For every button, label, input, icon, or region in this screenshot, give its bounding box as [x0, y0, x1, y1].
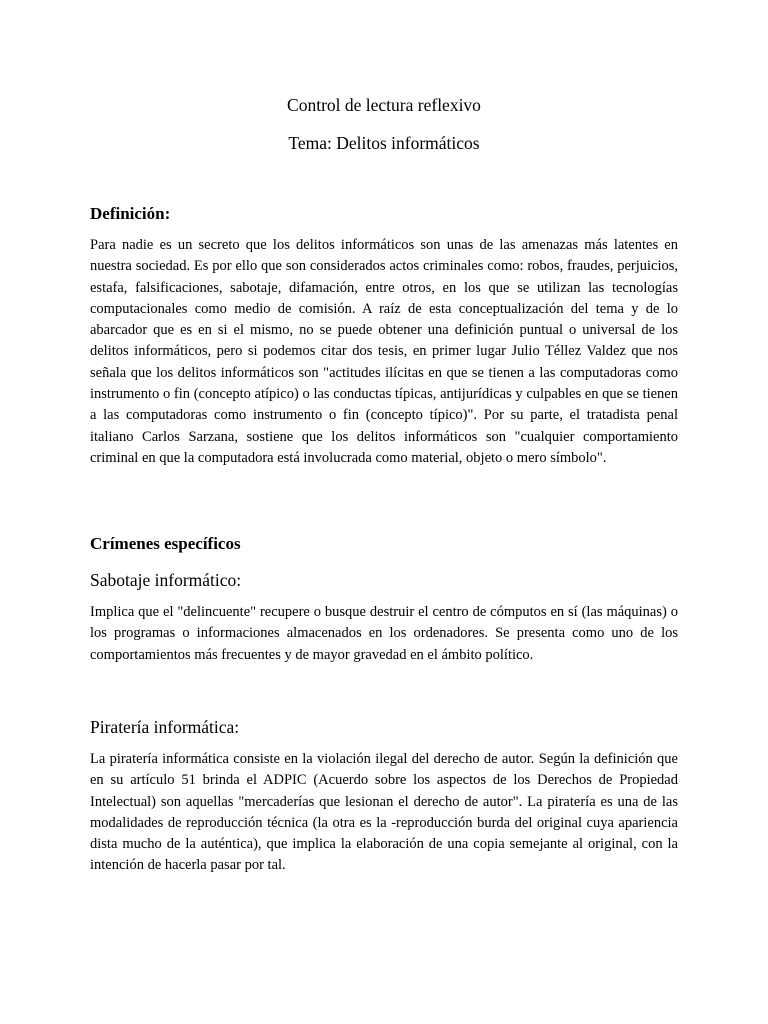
paragraph-sabotaje: Implica que el "delincuente" recupere o busque destruir el centro de cómputos en sí (las máquinas) o los programas o informaciones almacenados en los ordenadores. Se presenta como uno de los comportamientos más frecuentes y de mayor gravedad en el ámbito político. — [90, 604, 678, 663]
paragraph-definicion: Para nadie es un secreto que los delitos informáticos son unas de las amenazas más latentes en nuestra sociedad. Es por ello que son considerados actos criminales como: robos, fraudes, perjuicios, estafa, falsificaciones, sabotaje, difamación, entre otros, en los que se utilizan las tecnologías computacionales como medio de comisión. A raíz de esta conceptualización del tema y de lo abarcador que es en si el mismo, no se puede obtener una definición puntual o universal de los delitos informáticos, pero si podemos citar dos tesis, en primer lugar Julio Téllez Valdez que nos señala que los delitos informáticos son "actitudes ilícitas en que se tienen a las computadoras como instrumento o fin (concepto atípico) o las conductas típicas, antijurídicas y culpables en que se tienen a las computadoras como instrumento o fin (concepto típico)". Por su parte, el tratadista penal italiano Carlos Sarzana, sostiene que los delitos informáticos son "cualquier comportamiento criminal en que la computadora está involucrada como material, objeto o mero símbolo". — [90, 237, 678, 466]
section-heading-crimenes: Crímenes específicos — [90, 534, 241, 553]
document-title: Control de lectura reflexivo — [287, 95, 481, 115]
document-topic: Tema: Delitos informáticos — [288, 133, 480, 153]
subsection-heading-sabotaje: Sabotaje informático: — [90, 570, 242, 590]
section-heading-definicion: Definición: — [90, 204, 171, 223]
paragraph-pirateria: La piratería informática consiste en la violación ilegal del derecho de autor. Según la definición que en su artículo 51 brinda el ADPIC (Acuerdo sobre los aspectos de los Derechos de Propiedad Intelectual) son aquellas "mercaderías que lesionan el derecho de autor". La piratería es una de las modalidades de reproducción técnica (la otra es la -reproducción burda del original cuya apariencia dista mucho de la auténtica), que implica la elaboración de una copia semejante al original, con la intención de hacerla pasar por tal. — [90, 751, 678, 874]
subsection-heading-pirateria: Piratería informática: — [90, 717, 240, 737]
